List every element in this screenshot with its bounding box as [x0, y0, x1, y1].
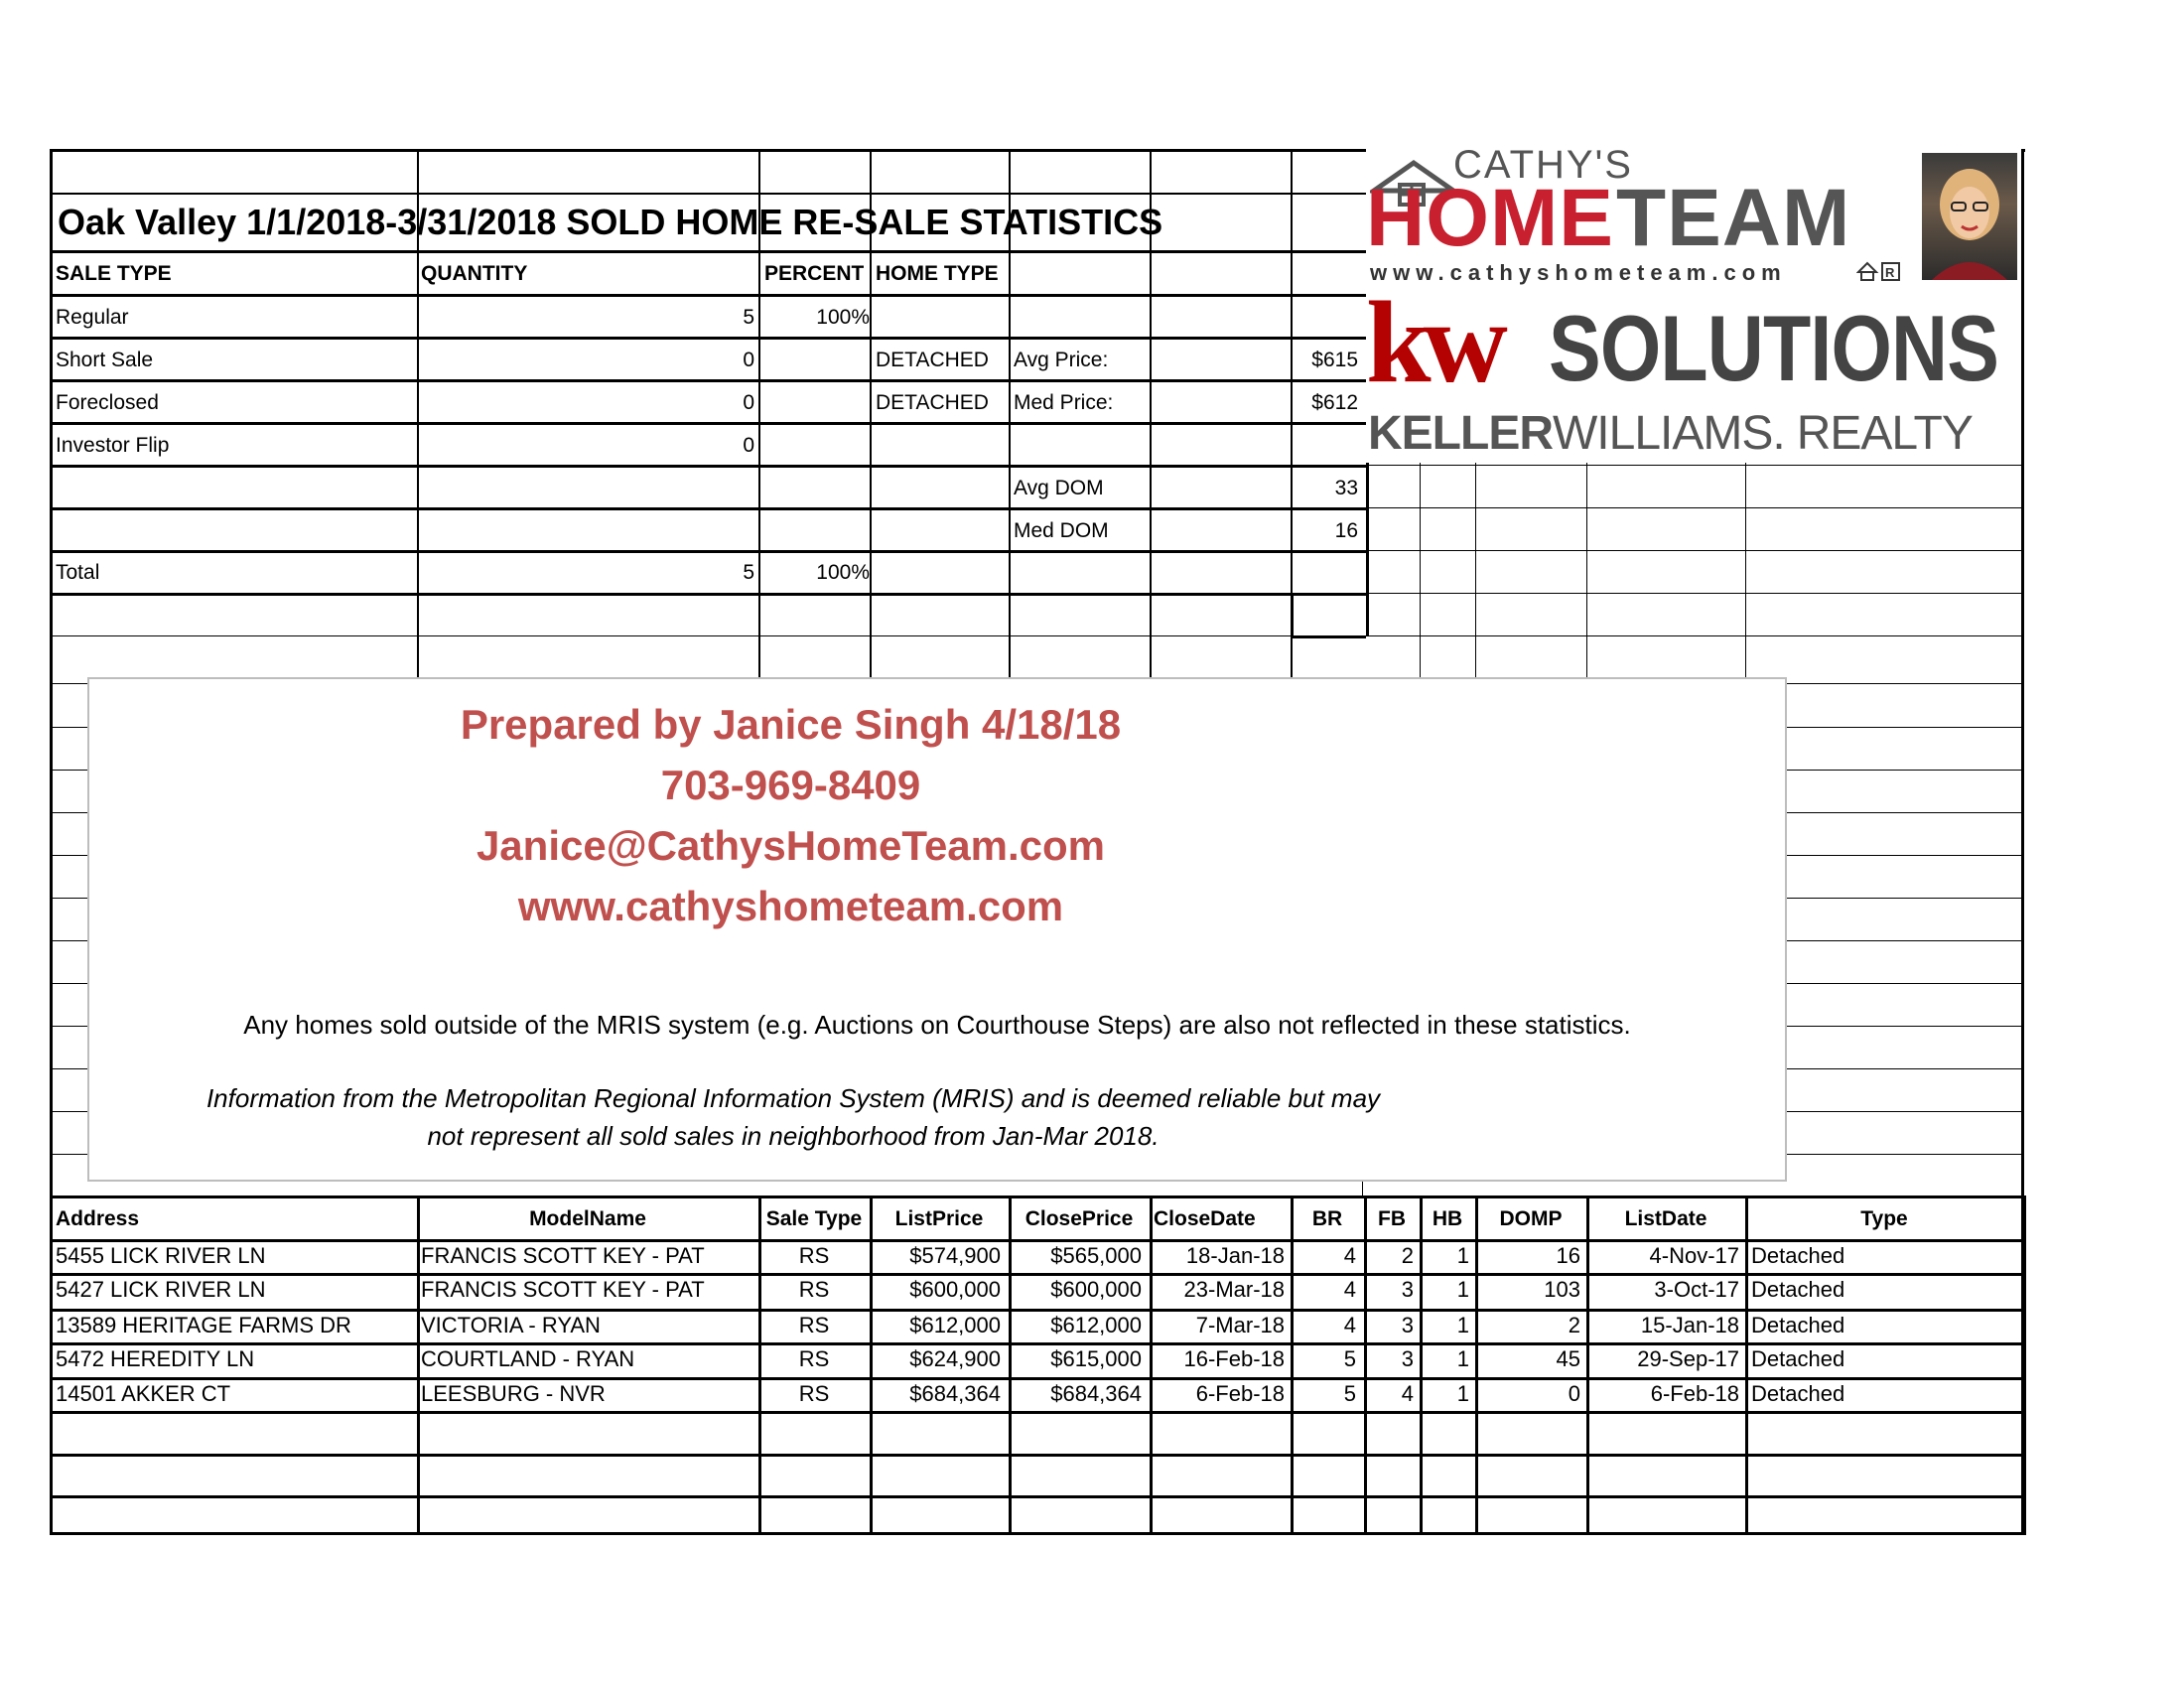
cell-address: 5427 LICK RIVER LN — [56, 1277, 266, 1302]
cell-fb: 3 — [1401, 1313, 1414, 1337]
avg-dom-label: Avg DOM — [1014, 477, 1104, 499]
header-percent: PERCENT — [764, 262, 865, 285]
col-fb: FB — [1378, 1207, 1406, 1230]
logo-kw: kw — [1366, 277, 1500, 407]
cell-hb: 1 — [1456, 1243, 1469, 1268]
cell-fb: 2 — [1401, 1243, 1414, 1268]
summary-total-label: Total — [56, 561, 100, 584]
cell-sale-type: RS — [798, 1346, 830, 1371]
cell-fb: 3 — [1401, 1346, 1414, 1371]
avg-price-home-type: DETACHED — [876, 349, 989, 371]
cell-list-date: 29-Sep-17 — [1637, 1346, 1739, 1371]
summary-row-quantity: 0 — [743, 391, 754, 414]
cell-type: Detached — [1751, 1381, 1845, 1406]
summary-total-percent: 100% — [816, 561, 870, 584]
summary-row-type: Regular — [56, 306, 129, 329]
cell-address: 13589 HERITAGE FARMS DR — [56, 1313, 351, 1337]
cell-fb: 4 — [1401, 1381, 1414, 1406]
cell-domp: 0 — [1568, 1381, 1580, 1406]
cell-domp: 103 — [1544, 1277, 1580, 1302]
page-title: Oak Valley 1/1/2018-3/31/2018 SOLD HOME RE-SALE STATISTICS — [58, 202, 1163, 242]
cell-list-price: $624,900 — [909, 1346, 1001, 1371]
cell-list-price: $684,364 — [909, 1381, 1001, 1406]
cell-domp: 16 — [1556, 1243, 1580, 1268]
col-hb: HB — [1432, 1207, 1463, 1230]
col-list-date: ListDate — [1624, 1207, 1707, 1230]
avg-dom-value: 33 — [1334, 477, 1358, 499]
cell-br: 4 — [1343, 1243, 1356, 1268]
cell-close-date: 7-Mar-18 — [1195, 1313, 1285, 1337]
summary-row-type: Short Sale — [56, 349, 154, 371]
cell-model: FRANCIS SCOTT KEY - PAT — [421, 1277, 705, 1302]
col-close-date: CloseDate — [1154, 1207, 1256, 1230]
cell-list-price: $612,000 — [909, 1313, 1001, 1337]
cell-list-date: 15-Jan-18 — [1640, 1313, 1739, 1337]
cell-type: Detached — [1751, 1243, 1845, 1268]
prepared-by: Prepared by Janice Singh 4/18/18 — [460, 701, 1122, 748]
cell-list-price: $574,900 — [909, 1243, 1001, 1268]
header-home-type: HOME TYPE — [876, 262, 999, 285]
logo-area — [1366, 143, 2021, 463]
cell-hb: 1 — [1456, 1346, 1469, 1371]
summary-total-quantity: 5 — [743, 561, 754, 584]
mris-note: Any homes sold outside of the MRIS system (e.g. Auctions on Courthouse Steps) are also not reflected in these statistics. — [243, 1010, 1631, 1040]
svg-text:R: R — [1885, 265, 1895, 280]
cell-sale-type: RS — [798, 1313, 830, 1337]
summary-row-quantity: 5 — [743, 306, 754, 329]
cell-close-price: $565,000 — [1050, 1243, 1142, 1268]
logo-keller-williams — [1368, 409, 1973, 459]
cell-hb: 1 — [1456, 1313, 1469, 1337]
logo-team: TEAM — [1616, 173, 1851, 263]
logo-website: www.cathyshometeam.com — [1370, 260, 1787, 285]
col-list-price: ListPrice — [894, 1207, 984, 1230]
avg-price-label: Avg Price: — [1014, 349, 1109, 371]
cell-address: 5472 HEREDITY LN — [56, 1346, 255, 1371]
disclaimer-line-2: not represent all sold sales in neighborhood from Jan-Mar 2018. — [427, 1121, 1160, 1151]
cell-model: FRANCIS SCOTT KEY - PAT — [421, 1243, 705, 1268]
phone-number: 703-969-8409 — [660, 762, 921, 808]
cell-hb: 1 — [1456, 1381, 1469, 1406]
header-quantity: QUANTITY — [421, 262, 528, 285]
med-dom-label: Med DOM — [1014, 519, 1109, 542]
col-close-price: ClosePrice — [1024, 1207, 1134, 1230]
med-price-label: Med Price: — [1014, 391, 1114, 414]
cell-br: 5 — [1343, 1346, 1356, 1371]
cell-model: COURTLAND - RYAN — [421, 1346, 635, 1371]
cell-domp: 45 — [1556, 1346, 1580, 1371]
cell-address: 14501 AKKER CT — [56, 1381, 231, 1406]
cell-domp: 2 — [1568, 1313, 1580, 1337]
cell-close-date: 16-Feb-18 — [1183, 1346, 1285, 1371]
cell-sale-type: RS — [798, 1277, 830, 1302]
logo-williams: WILLIAMS. — [1553, 407, 1785, 460]
cell-close-price: $684,364 — [1050, 1381, 1142, 1406]
cell-close-date: 18-Jan-18 — [1185, 1243, 1285, 1268]
col-domp: DOMP — [1499, 1207, 1563, 1230]
cell-fb: 3 — [1401, 1277, 1414, 1302]
cell-br: 5 — [1343, 1381, 1356, 1406]
cell-br: 4 — [1343, 1277, 1356, 1302]
logo-cathys: CATHY'S — [1453, 143, 1633, 187]
equal-housing-icon — [1856, 260, 1902, 284]
cell-sale-type: RS — [798, 1381, 830, 1406]
cell-model: VICTORIA - RYAN — [421, 1313, 601, 1337]
logo-home: HOME — [1366, 173, 1614, 263]
logo-realty: REALTY — [1796, 407, 1973, 460]
med-price-home-type: DETACHED — [876, 391, 989, 414]
col-address: Address — [56, 1207, 140, 1230]
cell-list-date: 4-Nov-17 — [1649, 1243, 1739, 1268]
logo-keller: KELLER — [1368, 407, 1553, 460]
col-model: ModelName — [529, 1207, 646, 1230]
summary-row-quantity: 0 — [743, 349, 754, 371]
summary-row-percent: 100% — [816, 306, 870, 329]
header-sale-type: SALE TYPE — [56, 262, 172, 285]
cell-list-price: $600,000 — [909, 1277, 1001, 1302]
contact-overlay — [87, 677, 1787, 1182]
cell-close-price: $612,000 — [1050, 1313, 1142, 1337]
summary-row-type: Investor Flip — [56, 434, 170, 457]
agent-photo — [1922, 153, 2017, 280]
cell-list-date: 6-Feb-18 — [1650, 1381, 1739, 1406]
cell-br: 4 — [1343, 1313, 1356, 1337]
cell-sale-type: RS — [798, 1243, 830, 1268]
website-link: www.cathyshometeam.com — [517, 883, 1064, 929]
avg-price-value: $615 — [1311, 349, 1358, 371]
col-sale-type: Sale Type — [765, 1207, 863, 1230]
cell-close-price: $600,000 — [1050, 1277, 1142, 1302]
col-br: BR — [1311, 1207, 1343, 1230]
cell-address: 5455 LICK RIVER LN — [56, 1243, 266, 1268]
cell-hb: 1 — [1456, 1277, 1469, 1302]
summary-row-quantity: 0 — [743, 434, 754, 457]
col-type: Type — [1860, 1207, 1908, 1230]
email-address: Janice@CathysHomeTeam.com — [476, 822, 1106, 869]
cell-type: Detached — [1751, 1277, 1845, 1302]
logo-solutions: SOLUTIONS — [1549, 296, 1999, 400]
disclaimer-line-1: Information from the Metropolitan Regional Information System (MRIS) and is deemed reliable but may — [205, 1083, 1381, 1113]
cell-type: Detached — [1751, 1346, 1845, 1371]
cell-close-date: 23-Mar-18 — [1183, 1277, 1285, 1302]
cell-close-price: $615,000 — [1050, 1346, 1142, 1371]
summary-row-type: Foreclosed — [56, 391, 159, 414]
cell-close-date: 6-Feb-18 — [1195, 1381, 1285, 1406]
med-price-value: $612 — [1311, 391, 1358, 414]
cell-type: Detached — [1751, 1313, 1845, 1337]
cell-model: LEESBURG - NVR — [421, 1381, 606, 1406]
med-dom-value: 16 — [1334, 519, 1358, 542]
cell-list-date: 3-Oct-17 — [1654, 1277, 1739, 1302]
